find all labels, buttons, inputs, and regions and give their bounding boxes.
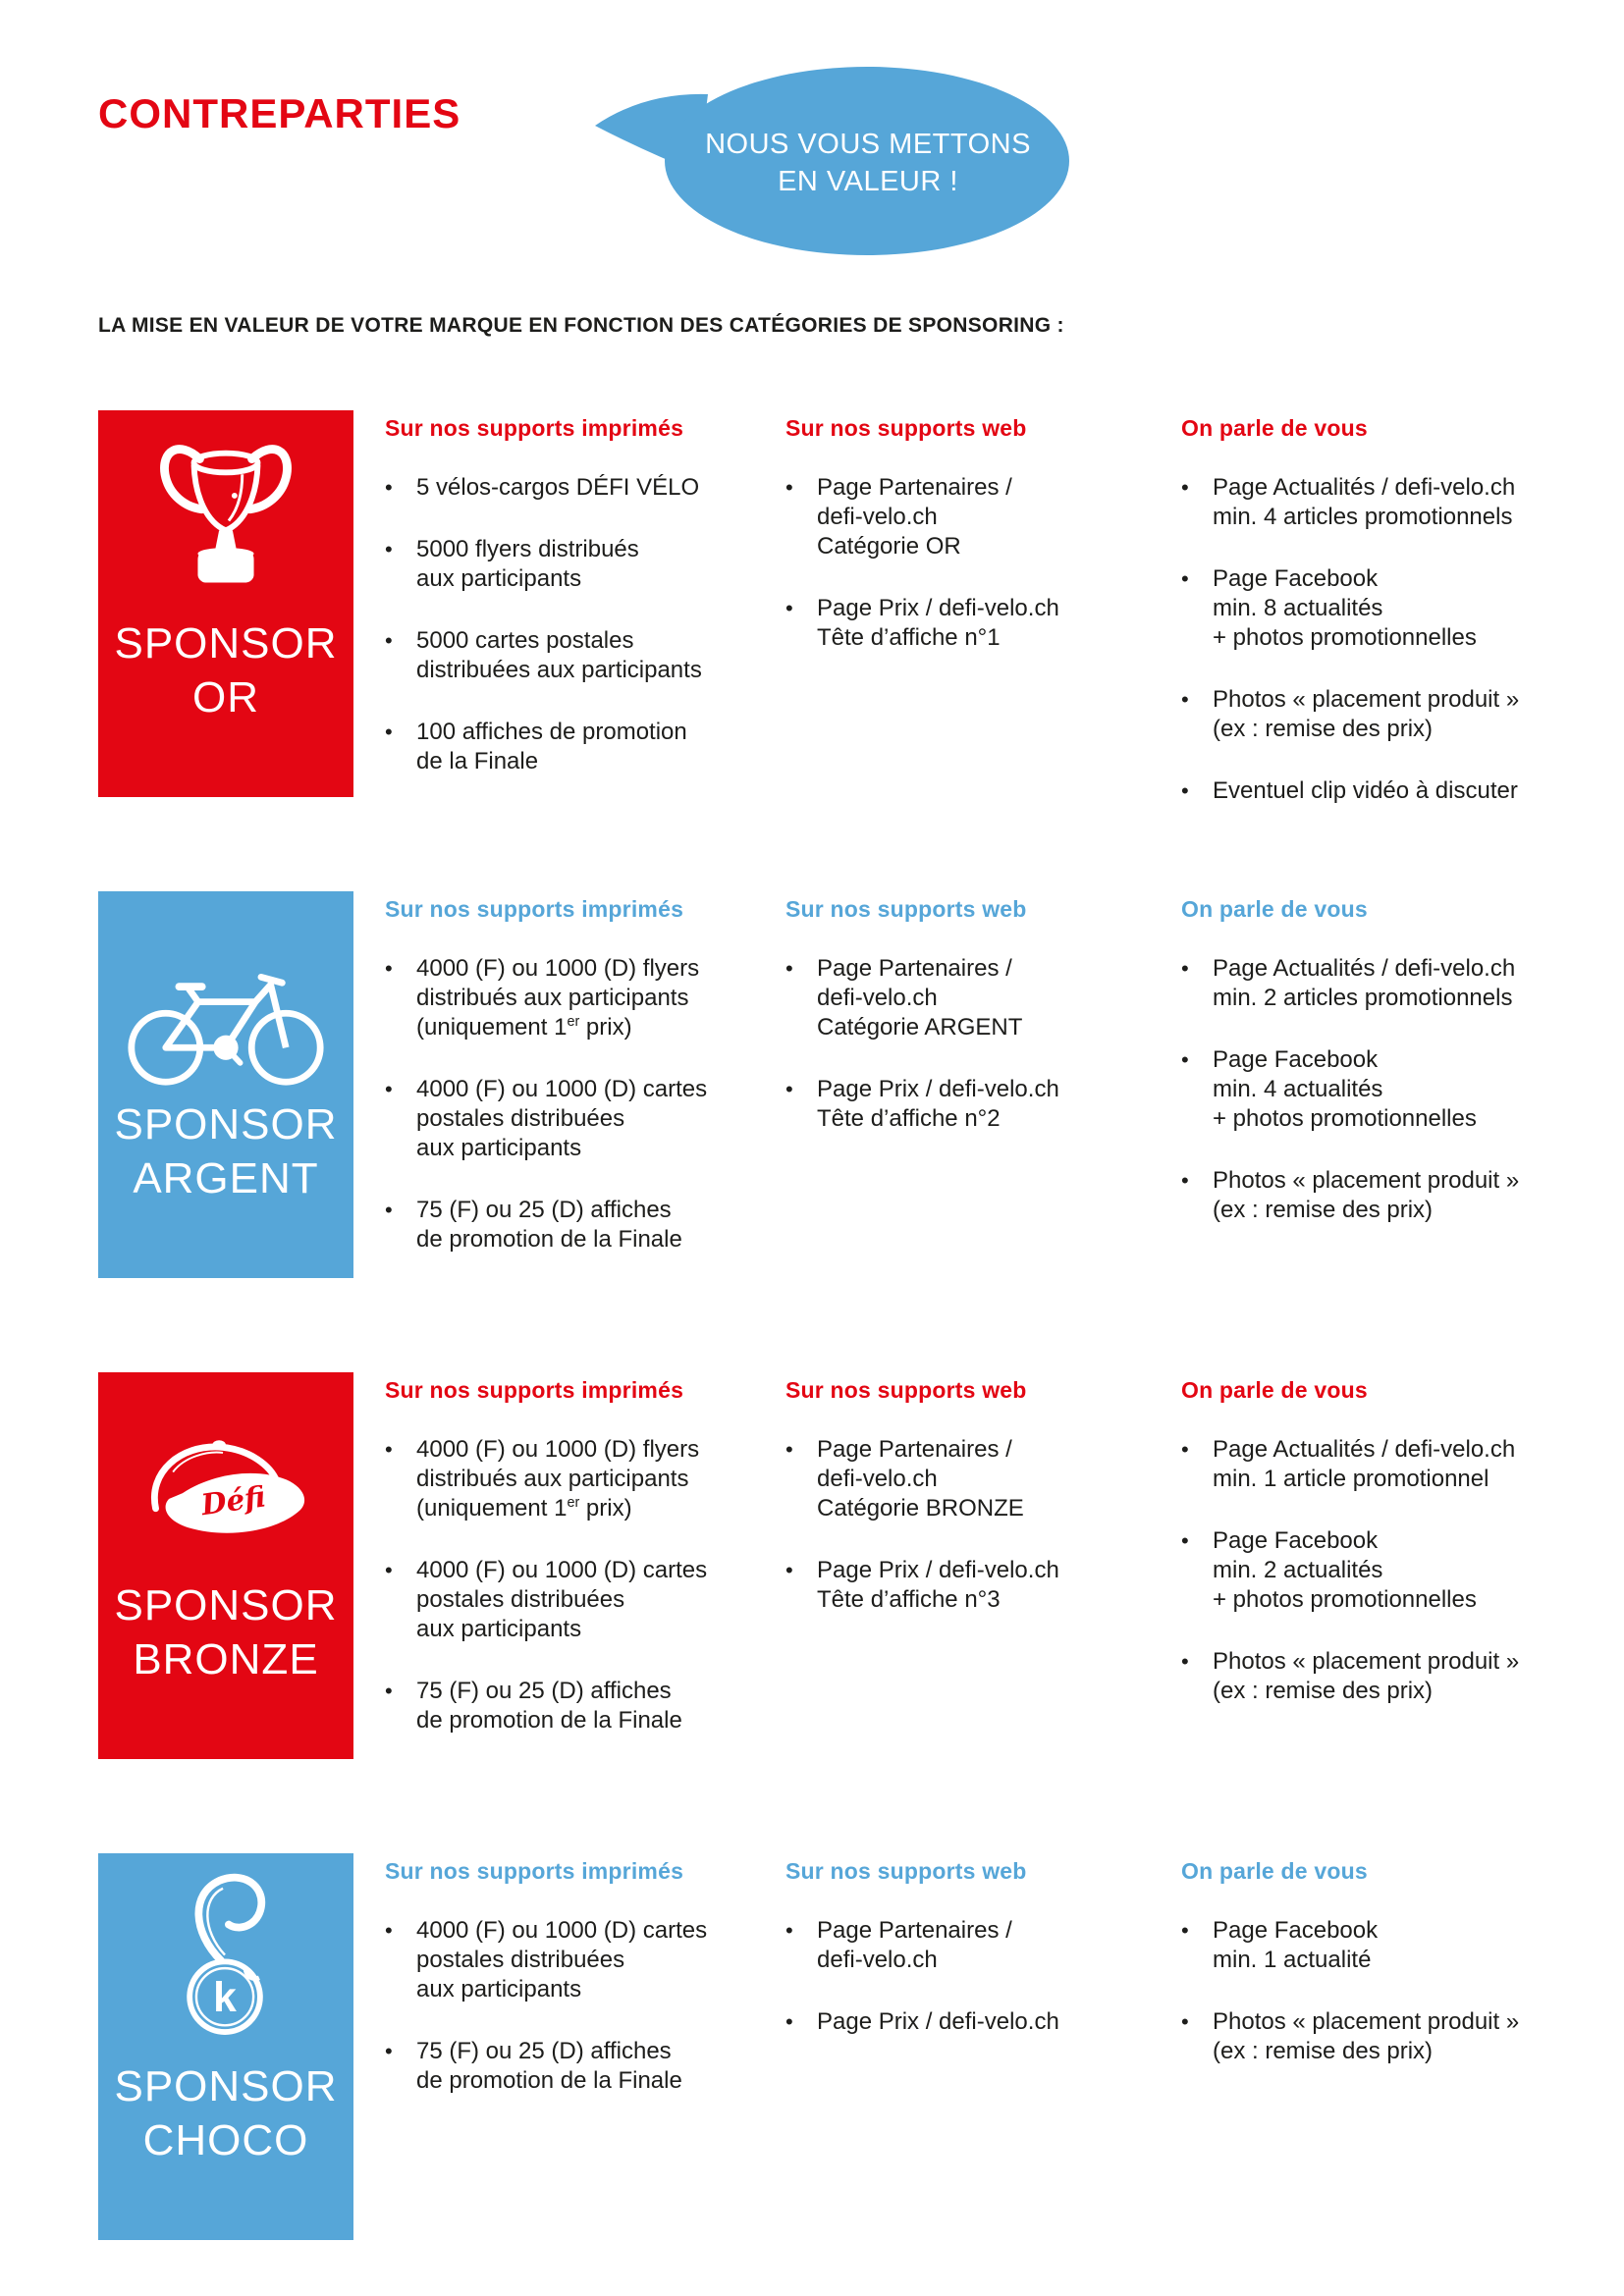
bullet-item [785,954,1124,1042]
bullet-dot: • [385,628,393,653]
column-bronze-3 [1181,1377,1608,1738]
bullet-dot: • [385,720,393,744]
column-or-2 [785,415,1124,685]
column-choco-2 [785,1858,1124,2069]
bullet-dot: • [1181,687,1189,712]
bullet-dot: • [385,2039,393,2063]
tier-row-bronze [0,1372,1624,1759]
bullet-item [785,1916,1124,1975]
bullet-text: Page Prix / defi-velo.ch Tête d’affiche n°1 [817,595,1059,651]
bullet-dot: • [1181,1918,1189,1943]
bullet-item [785,1556,1124,1615]
column-header: On parle de vous [1181,1377,1368,1403]
bullet-text: Photos « placement produit » (ex : remise des prix) [1213,1648,1520,1704]
bullet-dot: • [1181,1047,1189,1072]
svg-text:k: k [213,1973,237,2021]
bullet-dot: • [785,596,793,620]
sponsor-tile-choco [98,1853,353,2240]
svg-text:Défi: Défi [198,1478,268,1522]
bullet-item [1181,954,1608,1013]
bullet-text: Page Facebook min. 8 actualités + photos promotionnelles [1213,565,1477,651]
bullet-text: Page Partenaires / defi-velo.ch [817,1917,1012,1973]
bullet-text: 75 (F) ou 25 (D) affiches de promotion de la Finale [416,1678,682,1734]
bullet-text: Photos « placement produit » (ex : remise des prix) [1213,686,1520,742]
column-header: On parle de vous [1181,415,1368,441]
bullet-dot: • [1181,566,1189,591]
column-bronze-1 [385,1377,724,1768]
bullet-dot: • [385,1198,393,1222]
bullet-text: Eventuel clip vidéo à discuter [1213,777,1518,804]
bullet-text: 4000 (F) ou 1000 (D) cartes postales distribuées aux participants [416,1076,708,1161]
column-argent-3 [1181,896,1608,1257]
bubble-text [672,75,1064,251]
bullet-dot: • [785,1437,793,1462]
trophy-icon [98,432,353,611]
bullet-dot: • [385,1679,393,1703]
bullet-dot: • [1181,1528,1189,1553]
bubble-line-2: EN VALEUR ! [778,166,958,197]
bullet-dot: • [785,2009,793,2034]
bullet-item [785,594,1124,653]
bullet-dot: • [785,1918,793,1943]
bullet-item [1181,1435,1608,1494]
bullet-dot: • [385,1077,393,1101]
bullet-item [385,2037,724,2096]
bullet-item [785,1435,1124,1523]
column-header: Sur nos supports web [785,415,1027,441]
bullet-item [1181,776,1608,806]
bullet-dot: • [385,956,393,981]
bullet-dot: • [785,475,793,500]
bullet-text: 5000 cartes postales distribuées aux participants [416,627,702,683]
bullet-text: Photos « placement produit » (ex : remise des prix) [1213,2008,1520,2064]
bullet-text: 100 affiches de promotion de la Finale [416,719,687,774]
bullet-item [1181,1526,1608,1615]
bullet-text: Page Prix / defi-velo.ch [817,2008,1059,2035]
bullet-dot: • [785,1077,793,1101]
bullet-dot: • [385,1558,393,1582]
bullet-text: Page Prix / defi-velo.ch Tête d’affiche n°3 [817,1557,1059,1613]
bicycle-icon [98,956,353,1090]
bullet-text: Page Actualités / defi-velo.ch min. 1 article promotionnel [1213,1436,1516,1492]
bullet-dot: • [385,1918,393,1943]
bullet-text: 75 (F) ou 25 (D) affiches de promotion de la Finale [416,2038,682,2094]
tile-label-bronze: SPONSOR BRONZE [114,1581,338,1683]
bullet-item [785,2007,1124,2037]
column-argent-1 [385,896,724,1287]
bullet-text: Page Partenaires / defi-velo.ch Catégorie OR [817,474,1012,560]
bullet-text: 4000 (F) ou 1000 (D) flyers distribués aux participants (uniquement 1er prix) [416,955,700,1041]
bullet-item [385,535,724,594]
bullet-text: 4000 (F) ou 1000 (D) flyers distribués aux participants (uniquement 1er prix) [416,1436,700,1522]
bullet-item [385,1435,724,1523]
bullet-item [385,954,724,1042]
bullet-item [385,1196,724,1255]
bullet-item [785,473,1124,561]
bullet-item [385,718,724,776]
bullet-dot: • [385,1437,393,1462]
column-argent-2 [785,896,1124,1166]
bullet-text: Page Actualités / defi-velo.ch min. 4 articles promotionnels [1213,474,1516,530]
bullet-text: 5000 flyers distribués aux participants [416,536,639,592]
column-or-3 [1181,415,1608,838]
bullet-text: Page Facebook min. 1 actualité [1213,1917,1379,1973]
cap-icon [98,1433,353,1559]
bubble-line-1: NOUS VOUS METTONS [705,129,1031,160]
sponsor-tile-bronze [98,1372,353,1759]
bullet-dot: • [1181,2009,1189,2034]
tier-row-choco [0,1853,1624,2240]
tile-label-or: SPONSOR OR [114,619,338,721]
bullet-item [1181,1045,1608,1134]
bullet-dot: • [385,475,393,500]
bullet-dot: • [1181,475,1189,500]
bullet-item [385,1916,724,2004]
column-header: Sur nos supports web [785,1377,1027,1403]
column-header: Sur nos supports imprimés [385,896,684,922]
bullet-text: Photos « placement produit » (ex : remise des prix) [1213,1167,1520,1223]
bullet-dot: • [385,537,393,561]
column-or-1 [385,415,724,809]
bullet-text: 4000 (F) ou 1000 (D) cartes postales distribuées aux participants [416,1557,708,1642]
bullet-text: Page Facebook min. 2 actualités + photos promotionnelles [1213,1527,1477,1613]
bullet-item [385,626,724,685]
tile-label-argent: SPONSOR ARGENT [114,1100,338,1202]
bullet-item [385,1556,724,1644]
bullet-item [1181,685,1608,744]
bullet-dot: • [1181,956,1189,981]
bullet-item [1181,1647,1608,1706]
column-header: Sur nos supports imprimés [385,415,684,441]
bullet-dot: • [1181,1649,1189,1674]
bullet-item [385,1075,724,1163]
bullet-text: Page Prix / defi-velo.ch Tête d’affiche n°2 [817,1076,1059,1132]
bullet-dot: • [1181,1168,1189,1193]
bullet-dot: • [1181,1437,1189,1462]
column-choco-3 [1181,1858,1608,2099]
medal-icon [98,1869,353,2046]
column-choco-1 [385,1858,724,2128]
bullet-text: 5 vélos-cargos DÉFI VÉLO [416,474,700,501]
bullet-dot: • [785,956,793,981]
bullet-item [1181,473,1608,532]
bullet-item [1181,2007,1608,2066]
bullet-text: Page Partenaires / defi-velo.ch Catégorie BRONZE [817,1436,1024,1522]
tier-row-argent [0,891,1624,1278]
sponsor-tile-argent [98,891,353,1278]
bullet-item [385,1677,724,1735]
bullet-text: Page Facebook min. 4 actualités + photos promotionnelles [1213,1046,1477,1132]
sponsor-tile-or [98,410,353,797]
bullet-item [1181,564,1608,653]
bullet-item [1181,1166,1608,1225]
column-bronze-2 [785,1377,1124,1647]
speech-bubble [585,55,1076,267]
bullet-item [785,1075,1124,1134]
tile-label-choco: SPONSOR CHOCO [114,2062,338,2164]
column-header: On parle de vous [1181,896,1368,922]
column-header: Sur nos supports imprimés [385,1377,684,1403]
intro-text: LA MISE EN VALEUR DE VOTRE MARQUE EN FONCTION DES CATÉGORIES DE SPONSORING : [98,314,1064,337]
bullet-text: 75 (F) ou 25 (D) affiches de promotion de la Finale [416,1197,682,1253]
tier-row-or [0,410,1624,804]
bullet-dot: • [785,1558,793,1582]
column-header: Sur nos supports web [785,1858,1027,1884]
bullet-item [385,473,724,503]
column-header: Sur nos supports web [785,896,1027,922]
column-header: Sur nos supports imprimés [385,1858,684,1884]
bullet-dot: • [1181,778,1189,803]
page-title: CONTREPARTIES [98,90,461,136]
bullet-text: 4000 (F) ou 1000 (D) cartes postales distribuées aux participants [416,1917,708,2002]
bullet-text: Page Partenaires / defi-velo.ch Catégorie ARGENT [817,955,1023,1041]
bullet-item [1181,1916,1608,1975]
bullet-text: Page Actualités / defi-velo.ch min. 2 articles promotionnels [1213,955,1516,1011]
column-header: On parle de vous [1181,1858,1368,1884]
